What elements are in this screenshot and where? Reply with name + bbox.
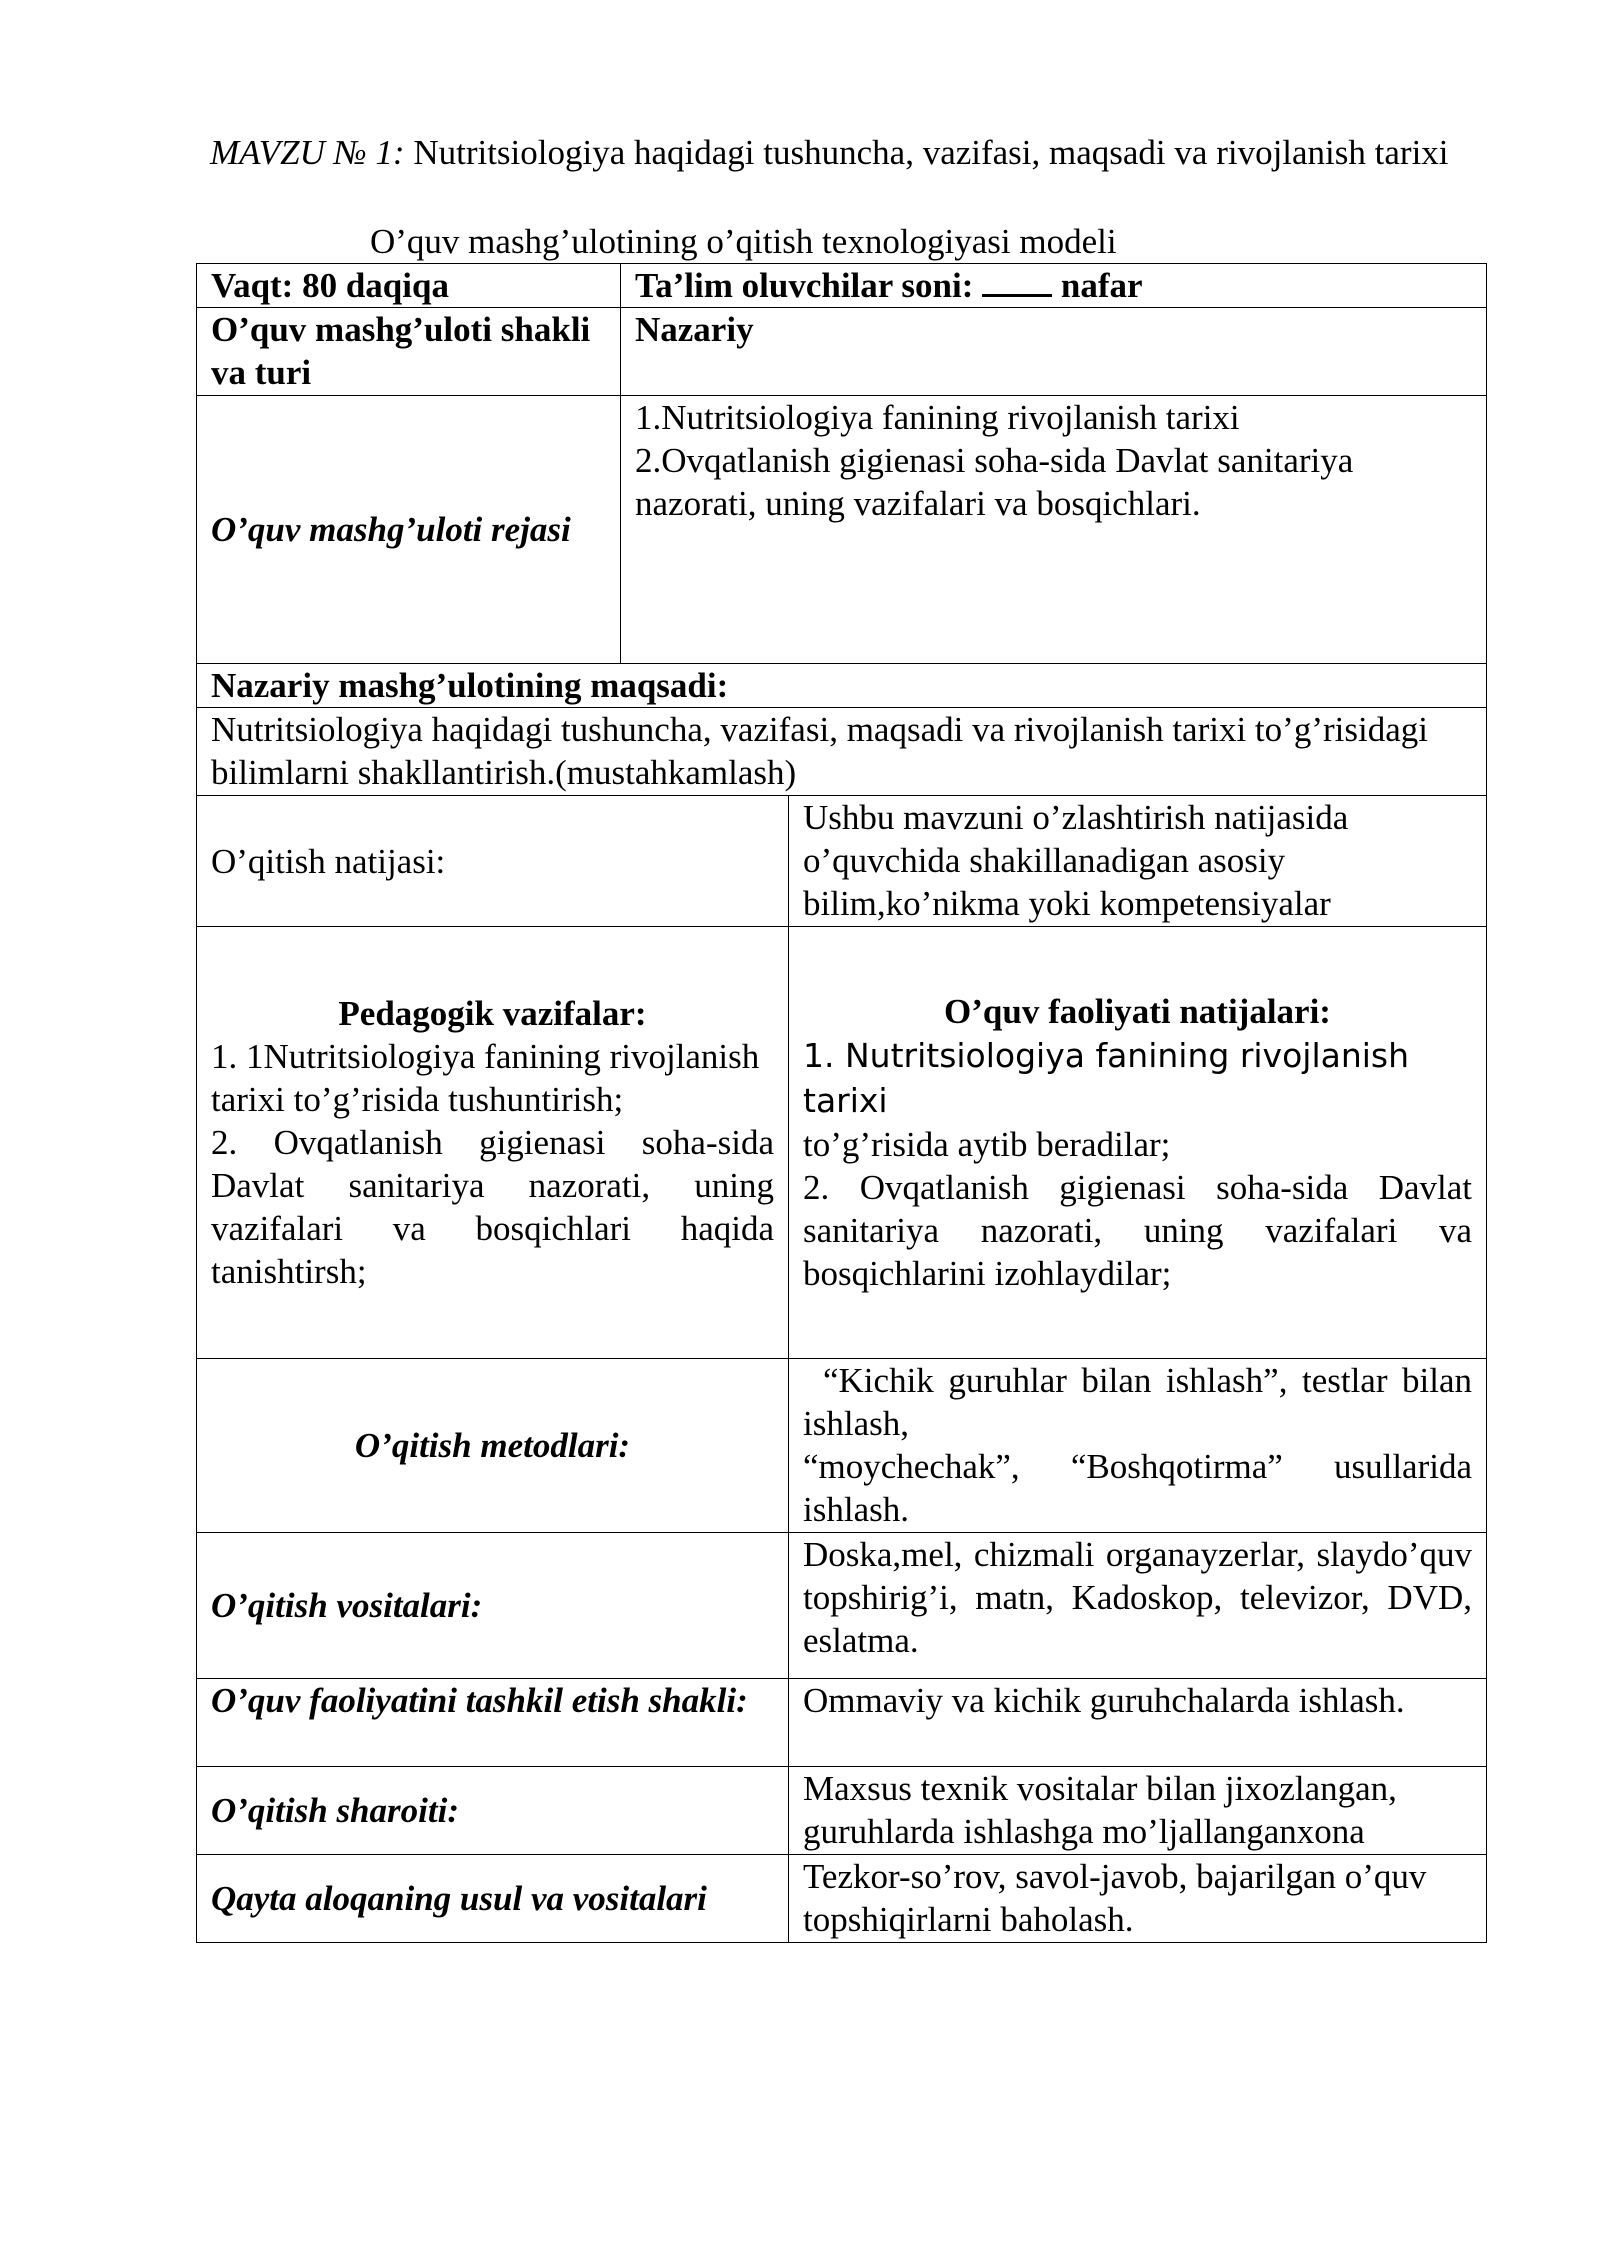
topic-heading [210, 131, 1500, 174]
topic-label: MAVZU № 1: [210, 133, 405, 172]
learning-outcomes-title: O’quv faoliyati natijalari: [944, 992, 1331, 1031]
tools-text: Doska,mel, chizmali organayzerlar, slaydo’quv topshirig’i, matn, Kadoskop, televizor, DVD, eslatma. [789, 1533, 1487, 1679]
time-cell: Vaqt: 80 daqiqa [197, 264, 621, 308]
tools-label: O’qitish vositalari: [197, 1533, 789, 1679]
conditions-text: Maxsus texnik vositalar bilan jixozlangan, guruhlarda ishlashga mo’ljallanganxona [789, 1767, 1487, 1855]
learning-outcome-1: 1. Nutritsiologiya fanining rivojlanish tarixi [803, 1036, 1410, 1120]
methods-text-2: “moychechak”, “Boshqotirma” usullarida ishlash. [803, 1447, 1472, 1529]
lesson-model-table [196, 263, 1487, 1943]
plan-item-2: 2.Ovqatlanish gigienasi soha-sida Davlat sanitariya nazorati, uning vazifalari va bosqichlari. [635, 441, 1354, 523]
organization-label: O’quv faoliyatini tashkil etish shakli: [197, 1679, 789, 1767]
methods-text-1: “Kichik guruhlar bilan ishlash”, testlar bilan ishlash, [803, 1361, 1472, 1443]
pedagogical-task-2: 2. Ovqatlanish gigienasi soha-sida Davlat sanitariya nazorati, uning vazifalari va bosqichlari haqida tanishtirsh; [211, 1123, 774, 1291]
result-text: Ushbu mavzuni o’zlashtirish natijasida o’quvchida shakillanadigan asosiy bilim,ko’nikma yoki kompetensiyalar [789, 796, 1487, 927]
feedback-text: Tezkor-so’rov, savol-javob, bajarilgan o’quv topshiqirlarni baholash. [789, 1855, 1487, 1943]
organization-text: Ommaviy va kichik guruhchalarda ishlash. [789, 1679, 1487, 1767]
document-subtitle: O’quv mashg’ulotining o’qitish texnologiyasi modeli [370, 222, 1117, 261]
feedback-label: Qayta aloqaning usul va vositalari [197, 1855, 789, 1943]
pedagogical-tasks-title: Pedagogik vazifalar: [338, 994, 647, 1033]
learning-outcomes-cell [789, 927, 1487, 1359]
learning-outcome-1-continued: to’g’risida aytib beradilar; [803, 1125, 1171, 1164]
pedagogical-tasks-cell [197, 927, 789, 1359]
students-count-blank [982, 266, 1052, 297]
conditions-label: O’qitish sharoiti: [197, 1767, 789, 1855]
learning-outcome-2: 2. Ovqatlanish gigienasi soha-sida Davlat sanitariya nazorati, uning vazifalari va bosqichlarini izohlaydilar; [803, 1168, 1472, 1293]
result-label: O’qitish natijasi: [197, 796, 789, 927]
methods-cell [789, 1359, 1487, 1533]
students-label: Ta’lim oluvchilar soni: [635, 266, 983, 305]
plan-cell [621, 396, 1487, 664]
students-cell [621, 264, 1487, 308]
goal-text: Nutritsiologiya haqidagi tushuncha, vazifasi, maqsadi va rivojlanish tarixi to’g’risidagi bilimlarni shakllantirish.(mustahkamlash) [197, 708, 1487, 796]
methods-label: O’qitish metodlari: [197, 1359, 789, 1533]
plan-label: O’quv mashg’uloti rejasi [197, 396, 621, 664]
pedagogical-task-1: 1. 1Nutritsiologiya fanining rivojlanish tarixi to’g’risida tushuntirish; [211, 1037, 760, 1119]
goal-label: Nazariy mashg’ulotining maqsadi: [197, 664, 1487, 708]
form-value: Nazariy [621, 308, 1487, 396]
students-unit: nafar [1052, 266, 1143, 305]
form-label: O’quv mashg’uloti shakli va turi [197, 308, 621, 396]
topic-text: Nutritsiologiya haqidagi tushuncha, vazifasi, maqsadi va rivojlanish tarixi [404, 133, 1449, 172]
plan-item-1: 1.Nutritsiologiya fanining rivojlanish tarixi [635, 398, 1240, 437]
